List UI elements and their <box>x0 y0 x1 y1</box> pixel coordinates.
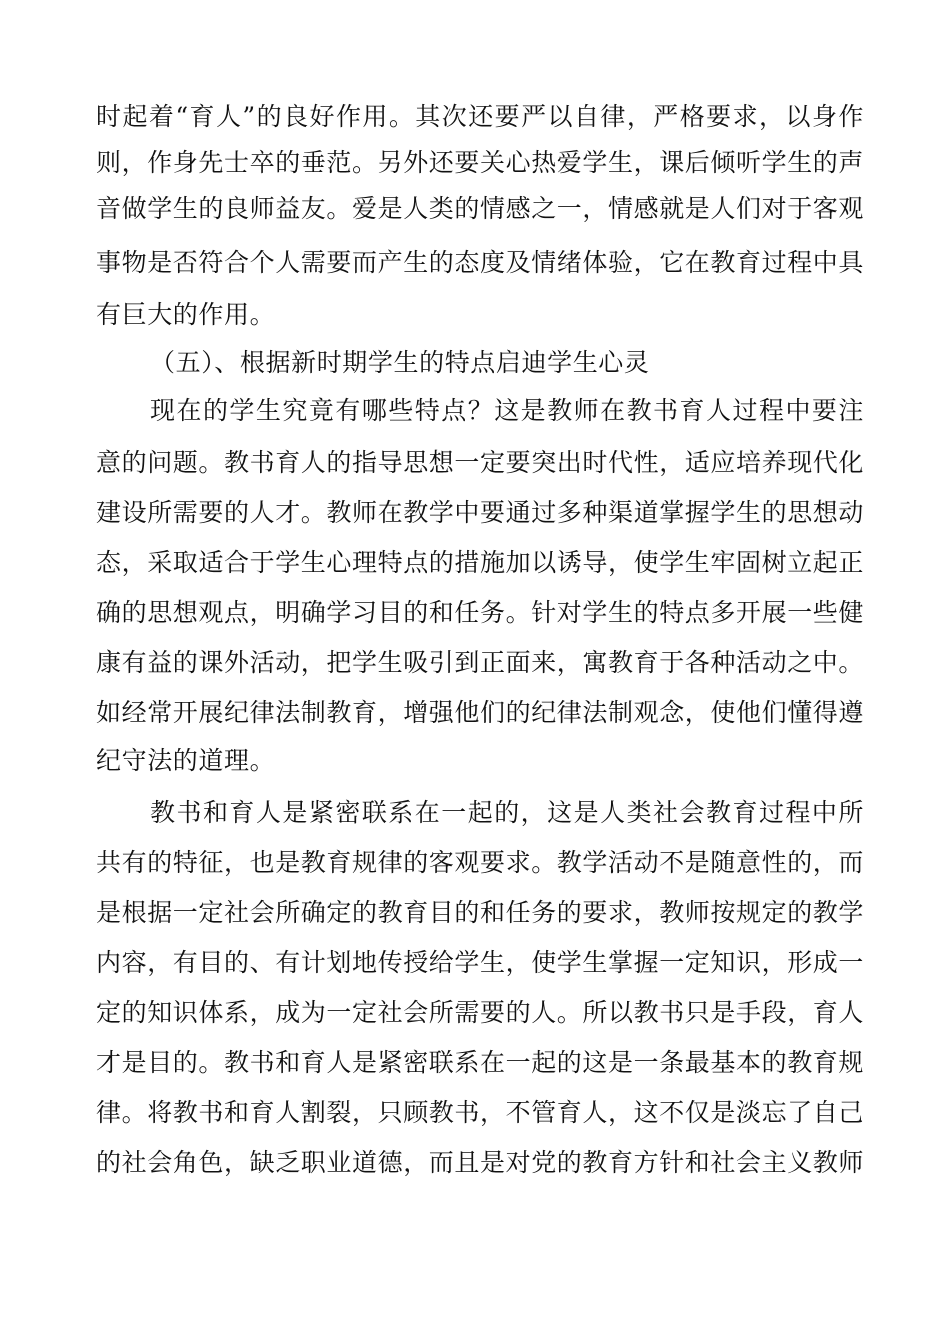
text-line-3: 音做学生的良师益友。爱是人类的情感之一，情感就是人们对于客观 <box>96 194 864 223</box>
text-line-14: 纪守法的道理。 <box>96 746 276 775</box>
text-line-7: 现在的学生究竟有哪些特点？这是教师在教书育人过程中要注 <box>150 396 864 425</box>
text-line-9: 建设所需要的人才。教师在教学中要通过多种渠道掌握学生的思想动 <box>96 498 864 527</box>
text-line-16: 共有的特征，也是教育规律的客观要求。教学活动不是随意性的，而 <box>96 848 864 877</box>
text-line-10: 态，采取适合于学生心理特点的措施加以诱导，使学生牢固树立起正 <box>96 548 864 577</box>
text-line-1: 时起着“育人”的良好作用。其次还要严以自律，严格要求，以身作 <box>96 102 864 131</box>
text-line-5: 有巨大的作用。 <box>96 300 276 329</box>
text-line-4: 事物是否符合个人需要而产生的态度及情绪体验，它在教育过程中具 <box>96 248 864 277</box>
text-line-15: 教书和育人是紧密联系在一起的，这是人类社会教育过程中所 <box>150 798 864 827</box>
text-line-12: 康有益的课外活动，把学生吸引到正面来，寓教育于各种活动之中。 <box>96 648 864 677</box>
section-heading: （五）、根据新时期学生的特点启迪学生心灵 <box>150 348 650 377</box>
text-line-22: 的社会角色，缺乏职业道德，而且是对党的教育方针和社会主义教师 <box>96 1148 864 1177</box>
text-line-8: 意的问题。教书育人的指导思想一定要突出时代性，适应培养现代化 <box>96 448 864 477</box>
text-line-19: 定的知识体系，成为一定社会所需要的人。所以教书只是手段，育人 <box>96 998 864 1027</box>
text-line-11: 确的思想观点，明确学习目的和任务。针对学生的特点多开展一些健 <box>96 598 864 627</box>
text-line-18: 内容，有目的、有计划地传授给学生，使学生掌握一定知识，形成一 <box>96 948 864 977</box>
text-line-17: 是根据一定社会所确定的教育目的和任务的要求，教师按规定的教学 <box>96 898 864 927</box>
text-line-2: 则，作身先士卒的垂范。另外还要关心热爱学生，课后倾听学生的声 <box>96 148 864 177</box>
text-line-13: 如经常开展纪律法制教育，增强他们的纪律法制观念，使他们懂得遵 <box>96 698 864 727</box>
text-line-20: 才是目的。教书和育人是紧密联系在一起的这是一条最基本的教育规 <box>96 1048 864 1077</box>
text-line-21: 律。将教书和育人割裂，只顾教书，不管育人，这不仅是淡忘了自己 <box>96 1098 864 1127</box>
